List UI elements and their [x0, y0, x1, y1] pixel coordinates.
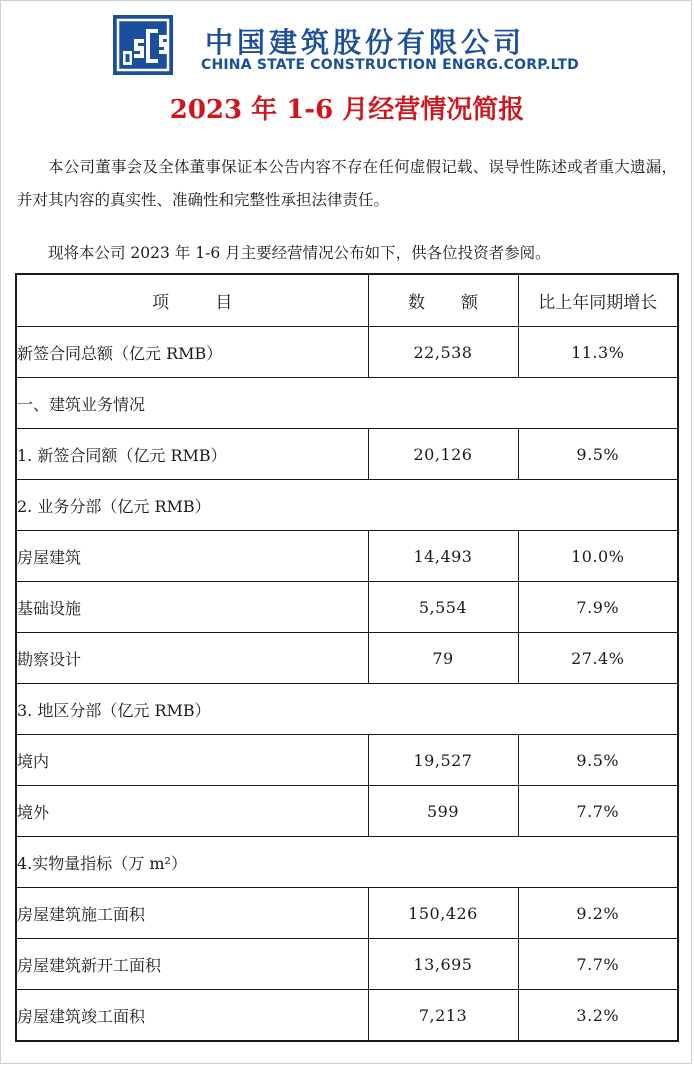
table-row — [16, 735, 678, 786]
row-label: 基础设施 — [16, 582, 368, 633]
row-growth: 11.3% — [518, 327, 678, 378]
table-row — [16, 939, 678, 990]
table-row — [16, 327, 678, 378]
row-growth: 9.5% — [518, 735, 678, 786]
row-growth: 7.9% — [518, 582, 678, 633]
company-header — [113, 15, 583, 77]
table-section-row — [16, 837, 678, 888]
header-growth: 比上年同期增长 — [518, 274, 678, 327]
row-growth: 10.0% — [518, 531, 678, 582]
company-name-cn: 中国建筑股份有限公司 — [205, 26, 526, 59]
table-section-row — [16, 684, 678, 735]
board-statement: 本公司董事会及全体董事保证本公告内容不存在任何虚假记载、误导性陈述或者重大遗漏，并对其内容的真实性、准确性和完整性承担法律责任。 — [17, 158, 677, 209]
row-growth: 3.2% — [518, 990, 678, 1042]
row-amount: 150,426 — [368, 888, 518, 939]
section-label: 2. 业务分部（亿元 RMB） — [16, 480, 678, 531]
row-growth: 9.5% — [518, 429, 678, 480]
row-label: 房屋建筑施工面积 — [16, 888, 368, 939]
row-amount: 599 — [368, 786, 518, 837]
header-amount: 数 额 — [368, 274, 518, 327]
table-section-row — [16, 378, 678, 429]
row-amount: 14,493 — [368, 531, 518, 582]
row-amount: 20,126 — [368, 429, 518, 480]
row-amount: 5,554 — [368, 582, 518, 633]
table-row — [16, 990, 678, 1042]
operations-table — [15, 273, 679, 1042]
table-row — [16, 888, 678, 939]
table-row — [16, 582, 678, 633]
table-row — [16, 786, 678, 837]
row-label: 房屋建筑竣工面积 — [16, 990, 368, 1042]
section-label: 一、建筑业务情况 — [16, 378, 678, 429]
table-row — [16, 633, 678, 684]
row-growth: 7.7% — [518, 939, 678, 990]
section-label: 3. 地区分部（亿元 RMB） — [16, 684, 678, 735]
row-amount: 7,213 — [368, 990, 518, 1042]
row-label: 房屋建筑 — [16, 531, 368, 582]
row-amount: 22,538 — [368, 327, 518, 378]
table-row — [16, 531, 678, 582]
row-label: 房屋建筑新开工面积 — [16, 939, 368, 990]
section-label: 4.实物量指标（万 m²） — [16, 837, 678, 888]
row-growth: 27.4% — [518, 633, 678, 684]
row-label: 1. 新签合同额（亿元 RMB） — [16, 429, 368, 480]
row-amount: 13,695 — [368, 939, 518, 990]
row-label: 新签合同总额（亿元 RMB） — [16, 327, 368, 378]
row-label: 勘察设计 — [16, 633, 368, 684]
intro-paragraph: 现将本公司 2023 年 1-6 月主要经营情况公布如下，供各位投资者参阅。 — [48, 244, 551, 262]
row-amount: 79 — [368, 633, 518, 684]
row-label: 境内 — [16, 735, 368, 786]
table-row — [16, 429, 678, 480]
row-amount: 19,527 — [368, 735, 518, 786]
report-title: 2023 年 1-6 月经营情况简报 — [169, 95, 525, 125]
row-growth: 9.2% — [518, 888, 678, 939]
header-item: 项 目 — [16, 274, 368, 327]
company-name-en: CHINA STATE CONSTRUCTION ENGRG.CORP.LTD — [201, 57, 580, 73]
cscec-logo-icon — [113, 15, 173, 75]
row-growth: 7.7% — [518, 786, 678, 837]
table-section-row — [16, 480, 678, 531]
table-header-row — [16, 274, 678, 327]
row-label: 境外 — [16, 786, 368, 837]
